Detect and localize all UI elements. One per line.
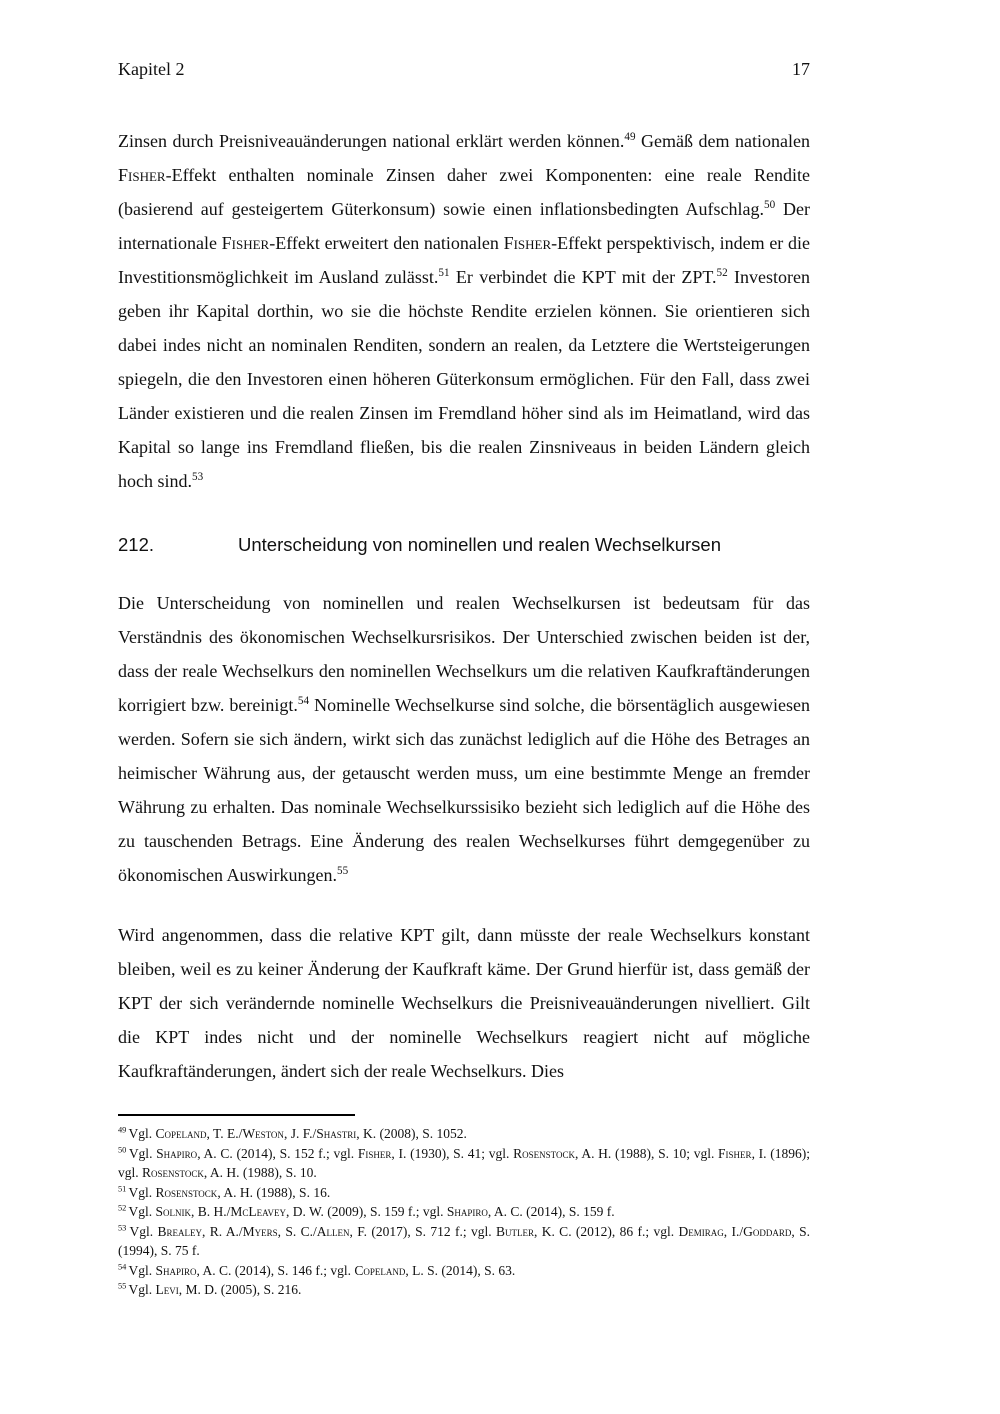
footnote-number: 55 [118,1281,129,1291]
text-segment: , K. C. (2012), 86 f.; vgl. [533,1223,679,1239]
footnote [118,1144,810,1183]
text-segment: Gemäß dem nationalen [635,131,810,151]
small-caps-name: Fisher [503,233,552,253]
text-segment: , A. C. (2014), S. 146 f.; vgl. [196,1262,355,1278]
text-segment: , A. C. (2014), S. 152 f.; vgl. [197,1145,358,1161]
text-segment: Die Unterscheidung von nominellen und realen Wechselkursen ist bedeutsam für das Verständnis des ökonomischen Wechselkursrisikos. Der Unterschied zwischen beiden ist der, dass der reale Wechselkurs den nominellen Wechselkurs um die relativen Kaufkraftänderungen korrigiert bzw. bereinigt. [118,593,810,715]
footnote-reference: 53 [192,471,204,483]
footnote-reference: 50 [764,199,776,211]
small-caps-name: McLeavey [230,1204,286,1219]
small-caps-name: Levi [155,1282,179,1297]
paragraph-2 [118,586,810,892]
section-title: Unterscheidung von nominellen und realen Wechselkursen [238,534,722,555]
small-caps-name: Rosenstock [142,1165,204,1180]
footnote [118,1202,810,1222]
text-segment: Zinsen durch Preisniveauänderungen national erklärt werden können. [118,131,625,151]
text-segment: , J. F./ [283,1126,317,1141]
footnote [118,1183,810,1203]
footnote-reference: 55 [336,865,349,877]
section-heading [118,532,810,558]
footnote-reference: 52 [716,267,728,279]
footnote-number: 49 [118,1125,129,1135]
small-caps-name: Myers [242,1223,278,1239]
footnote-number: 52 [118,1203,129,1213]
small-caps-name: Shapiro [156,1145,198,1161]
text-segment: , S. C./ [277,1223,317,1239]
text-segment: , F. (2017), S. 712 f.; vgl. [349,1223,496,1239]
footnote-number: 53 [118,1223,130,1232]
small-caps-name: Allen [316,1223,350,1239]
text-segment: , K. (2008), S. 1052. [356,1126,467,1141]
section-number: 212. [118,534,155,555]
text-segment: Vgl. [128,1204,156,1219]
text-segment: , I./ [723,1223,744,1239]
text-segment: , M. D. (2005), S. 216. [178,1282,302,1297]
text-segment: Investoren geben ihr Kapital dorthin, wo sie die höchste Rendite erzielen können. Sie orientieren sich dabei indes nicht an nominalen Renditen, sondern an realen, da Letztere die Wertsteigerungen spiegeln, die den Investoren einen höheren Güterkonsum ermöglichen. Für den Fall, dass zwei Länder existieren und die realen Zinsen im Fremdland höher sind als im Heimatland, wird das Kapital so lange ins Fremdland fließen, bis die realen Zinsniveaus in beiden Ländern gleich hoch sind. [118,267,810,491]
small-caps-name: Brealey [157,1223,202,1239]
text-segment: , R. A./ [201,1223,243,1239]
footnote-number: 51 [118,1184,129,1193]
text-segment: , T. E./ [206,1126,243,1141]
text-segment: Wird angenommen, dass die relative KPT gilt, dann müsste der reale Wechselkurs konstant bleiben, weil es zu keiner Änderung der Kaufkraft käme. Der Grund hierfür ist, dass gemäß der KPT der sich verändernde nominelle Wechselkurs die Preisniveauänderungen nivelliert. Gilt die KPT indes nicht und der nominelle Wechselkurs reagiert nicht auf mögliche Kaufkraftänderungen, ändert sich der reale Wechselkurs. Dies [118,925,810,1081]
small-caps-name: Weston [242,1126,284,1141]
footnote [118,1280,810,1300]
text-segment: Der internationale [118,199,811,253]
text-segment: , A. H. (1988), S. 10. [203,1165,317,1180]
text-segment: Vgl. [129,1223,158,1239]
text-segment: Vgl. [128,1184,156,1200]
small-caps-name: Fisher [221,233,270,253]
text-segment: , A. H. (1988), S. 10; vgl. [574,1145,719,1161]
small-caps-name: Fisher [357,1145,392,1161]
small-caps-name: Butler [495,1223,534,1239]
text-segment: Er verbindet die KPT mit der ZPT. [449,267,717,287]
text-segment: , A. H. (1988), S. 16. [217,1184,331,1200]
small-caps-name: Demirag [678,1223,724,1239]
small-caps-name: Shapiro [155,1262,197,1278]
text-segment: , L. S. (2014), S. 63. [405,1262,516,1278]
footnote-reference: 49 [624,131,636,143]
text-segment: , A. C. (2014), S. 159 f. [487,1204,615,1219]
text-segment: -Effekt perspektivisch, indem er die Investitionsmöglichkeit im Ausland zulässt. [118,233,810,287]
footnote [118,1261,810,1281]
text-segment: , I. (1896); vgl. [118,1145,810,1180]
paragraph-1 [118,124,810,498]
small-caps-name: Shastri [316,1126,357,1141]
small-caps-name: Goddard [743,1223,792,1239]
footnotes-block [118,1124,810,1300]
paragraph-3 [118,918,810,1088]
footnote-reference: 54 [297,695,310,707]
small-caps-name: Fisher [118,165,166,185]
text-segment: , I. (1930), S. 41; vgl. [391,1145,514,1161]
text-segment: , D. W. (2009), S. 159 f.; vgl. [285,1204,447,1219]
text-segment: , B. H./ [190,1204,231,1219]
footnote-reference: 51 [438,267,450,279]
text-segment: -Effekt erweitert den nationalen [269,233,504,253]
small-caps-name: Solnik [155,1204,191,1219]
footnote [118,1222,810,1261]
text-segment: Nominelle Wechselkurse sind solche, die börsentäglich ausgewiesen werden. Sofern sie sich ändern, wirkt sich das zunächst lediglich auf die Höhe des Betrages an heimischer Währung aus, der getauscht werden muss, um eine bestimmte Menge an fremder Währung zu erhalten. Das nominale Wechselkurssisiko bezieht sich lediglich auf die Höhe des zu tauschenden Betrags. Eine Änderung des realen Wechselkurses führt demgegenüber zu ökonomischen Auswirkungen. [118,695,810,885]
text-segment: Vgl. [128,1262,156,1278]
small-caps-name: Shapiro [446,1204,488,1219]
small-caps-name: Copeland [155,1126,207,1141]
footnote [118,1124,810,1144]
running-header [118,58,810,80]
footnote-separator [118,1114,355,1116]
page-number: 17 [792,59,810,79]
text-segment: Vgl. [128,1145,157,1161]
footnote-number: 50 [118,1145,129,1154]
text-segment: Vgl. [128,1282,156,1297]
chapter-label: Kapitel 2 [118,59,185,79]
text-segment: , S. (1994), S. 75 f. [118,1223,811,1258]
small-caps-name: Fisher [718,1145,752,1161]
text-segment: -Effekt enthalten nominale Zinsen daher zwei Komponenten: eine reale Rendite (basierend auf gesteigertem Güterkonsum) sowie einen inflationsbedingten Aufschlag. [118,165,810,219]
text-segment: Vgl. [128,1126,156,1141]
small-caps-name: Rosenstock [513,1145,575,1161]
small-caps-name: Rosenstock [155,1184,218,1200]
small-caps-name: Copeland [354,1262,406,1278]
footnote-number: 54 [118,1262,129,1271]
